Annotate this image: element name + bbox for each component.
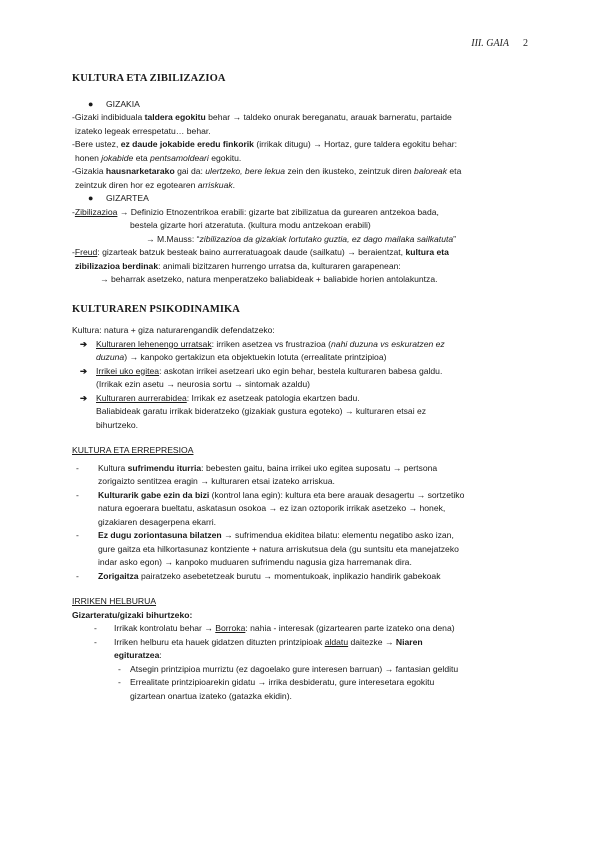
paragraph-line: indar asko egon) → kanpoko muduaren sufrimendu nagusia giza harremanak dira. <box>98 557 412 567</box>
dash-item: - Irriken helburu eta hauek gidatzen dituzten printzipioak aldatu daitezke → Niaren <box>94 636 423 647</box>
paragraph-line: bihurtzeko. <box>96 419 139 430</box>
arrow-item: ➔ Kulturaren aurrerabidea: Irrikak ez asetzeak patologia ekartzen badu. <box>72 392 530 406</box>
dash-item: - Atsegin printzipioa murriztu (ez dagoelako gure interesen barruan) → fantasian gelditu <box>118 663 459 674</box>
paragraph-line: → M.Mauss: “zibilizazioa da gizakiak lortutako guztia, ez dago mailaka sailkatuta” <box>146 233 457 244</box>
paragraph-line: (Irrikak ezin asetu → neurosia sortu → sintomak azaldu) <box>96 379 310 389</box>
chapter-label: III. GAIA <box>471 38 509 49</box>
paragraph-line: Gizarteratu/gizaki bihurtzeko: <box>72 609 193 620</box>
page-number: 2 <box>523 38 528 49</box>
section-title-kultura-zibilizazioa: KULTURA ETA ZIBILIZAZIOA <box>72 73 226 84</box>
dash-item: - Kulturarik gabe ezin da bizi (kontrol lana egin): kultura eta bere arauak desagertu → sortzetiko <box>76 489 465 500</box>
arrow-icon: ➔ <box>80 338 88 349</box>
paragraph-line: → beharrak asetzeko, natura menperatzeko baliabideak + baliabide horien antolakuntza. <box>100 274 438 284</box>
paragraph-line: -Gizakia hausnarketarako gai da: ulertzeko, bere lekua zein den ikusteko, zeintzuk diren baloreak eta <box>72 166 462 176</box>
paragraph-line: izateko legeak errespetatu… behar. <box>75 125 211 136</box>
paragraph-line: gizakiaren desagerpena ekarri. <box>98 516 216 527</box>
paragraph-line: -Freud: gizarteak batzuk besteak baino aurreratuagoak daude (sailkatu) → beraientzat, kultura eta <box>72 247 449 257</box>
paragraph-line: gizartean onartua izateko (gatazka ekidin). <box>130 690 292 701</box>
section-title-psikodinamika: KULTURAREN PSIKODINAMIKA <box>72 303 240 315</box>
paragraph-line: Kultura: natura + giza naturarengandik defendatzeko: <box>72 325 275 335</box>
bullet-dot-icon: ● <box>88 193 94 203</box>
paragraph-line: bestela gizarte hori atzeratuta. (kultura modu antzekoan erabili) <box>130 220 371 230</box>
bullet-gizartea: ● GIZARTEA <box>72 192 530 206</box>
paragraph-line: natura egoerara bueltatu, askatasun osokoa → ez izan oztoporik irrikak asetzeko → honek, <box>98 503 446 513</box>
paragraph-line: zeintzuk diren hor ez egotearen arriskuak. <box>75 179 236 190</box>
paragraph-line: -Bere ustez, ez daude jokabide eredu finkorik (irrikak ditugu) → Hortaz, gure taldera egokitu behar: <box>72 139 457 149</box>
paragraph-line: zibilizazioa berdinak: animali bizitzaren hurrengo urratsa da, kulturaren garapenean: <box>75 260 401 271</box>
dash-item: - Irrikak kontrolatu behar → Borroka: nahia - interesak (gizartearen parte izateko ona dena) <box>94 623 455 633</box>
dash-item: - Kultura sufrimendu iturria: bebesten gaitu, baina irrikei uko egitea suposatu → pertsona <box>76 462 438 473</box>
arrow-icon: ➔ <box>80 392 88 403</box>
subsection-title-errepresioa: KULTURA ETA ERREPRESIOA <box>72 445 194 455</box>
dash-item: - Ez dugu zoriontasuna bilatzen → sufrimendua ekiditea bilatu: elementu negatibo asko izan, <box>76 530 454 540</box>
dash-item: - Errealitate printzipioarekin gidatu → irrika desbideratu, gure interesetara egokitu <box>118 677 435 687</box>
paragraph-line: -Zibilizazioa → Definizio Etnozentrikoa erabili: gizarte bat zibilizatua da gurearen antzekoa bada, <box>72 206 439 217</box>
paragraph-line: duzuna) → kanpoko gertakizun eta objektuekin lotuta (errealitate printzipioa) <box>96 352 387 362</box>
bullet-gizakia: ● GIZAKIA <box>72 98 530 112</box>
paragraph-line: egituratzea: <box>114 650 162 660</box>
subsection-title-helburua: IRRIKEN HELBURUA <box>72 596 157 606</box>
document-body <box>72 72 530 703</box>
paragraph-line: Baliabideak garatu irrikak bideratzeko (gizakiak gustura egoteko) → kulturaren etsai ez <box>96 406 427 416</box>
arrow-item: ➔ Kulturaren lehenengo urratsak: irriken asetzea vs frustrazioa (nahi duzuna vs eskuratzen ez <box>72 338 530 352</box>
bullet-dot-icon: ● <box>88 98 94 109</box>
paragraph-line: -Gizaki indibiduala taldera egokitu behar → taldeko onurak bereganatu, arauak barneratu, partaide <box>72 112 452 122</box>
dash-item: - Zorigaitza pairatzeko asebetetzeak burutu → momentukoak, inplikazio handirik gabekoak <box>76 570 441 581</box>
paragraph-line: gure gaitza eta hilkortasunaz kontziente + natura arriskutsua dela (gu suntsitu eta manejatzeko <box>98 543 459 554</box>
arrow-icon: ➔ <box>80 365 88 376</box>
page-header <box>471 38 528 49</box>
paragraph-line: honen jokabide eta pentsamoldeari egokitu. <box>75 152 242 163</box>
arrow-item: ➔ Irrikei uko egitea: askotan irrikei asetzeari uko egin behar, bestela kulturaren babesa galdu. <box>72 365 530 379</box>
paragraph-line: zorigaizto sentitzea eragin → kulturaren etsai izateko arriskua. <box>98 476 335 486</box>
